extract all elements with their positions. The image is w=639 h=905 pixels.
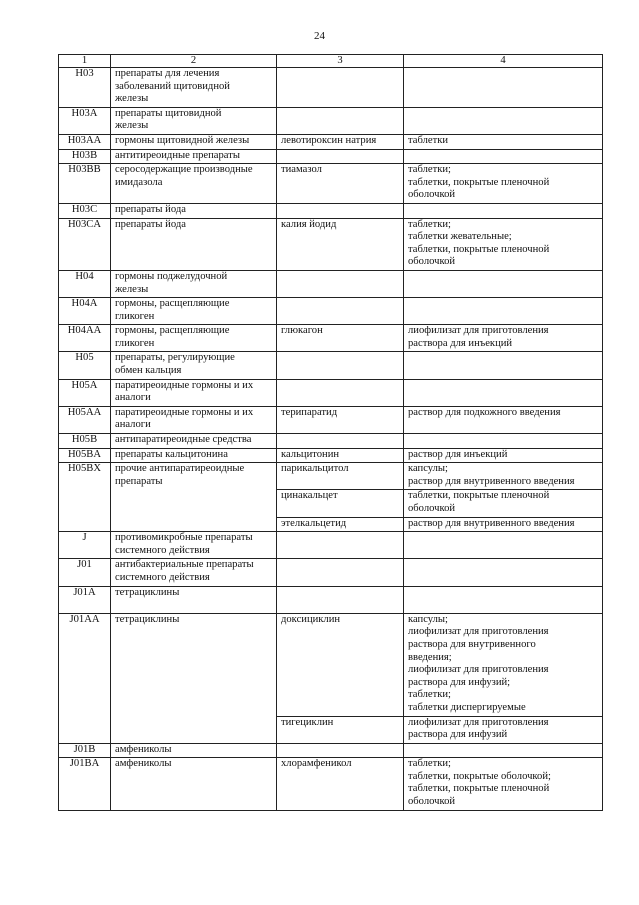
dosage-form-line: оболочкой: [408, 189, 456, 201]
drug-name-cell: [277, 716, 404, 743]
group-name-cell: [111, 218, 277, 270]
dosage-form-line: раствора для инъекций: [408, 337, 513, 349]
atc-code-cell: [59, 613, 111, 743]
table-row: [59, 586, 603, 613]
atc-code-line: H05AA: [67, 406, 102, 418]
dosage-form-cell: [404, 352, 603, 379]
table-row: [59, 298, 603, 325]
atc-code-line: H04A: [71, 298, 98, 310]
group-name-cell: [111, 298, 277, 325]
drug-name-line: терипаратид: [281, 406, 338, 418]
group-name-line: имидазола: [115, 176, 163, 188]
atc-code-line: J: [82, 532, 87, 544]
atc-code-cell: [59, 559, 111, 586]
group-name-cell: [111, 379, 277, 406]
table-row: [59, 68, 603, 108]
dosage-form-line: таблетки, покрытые пленочной: [408, 243, 550, 255]
group-name-line: паратиреоидные гормоны и их: [115, 406, 254, 418]
dosage-form-line: раствора для инфузий: [408, 729, 508, 741]
drug-name-cell: [277, 434, 404, 449]
atc-code-line: H03C: [71, 203, 98, 215]
dosage-form-cell: [404, 490, 603, 517]
drug-name-cell: [277, 758, 404, 810]
drug-name-line: этелкальцетид: [281, 517, 347, 529]
drug-name-line: парикальцитол: [281, 463, 349, 475]
dosage-form-cell: [404, 743, 603, 758]
atc-code-line: H03AA: [67, 134, 102, 146]
group-name-line: гормоны, расщепляющие: [115, 298, 230, 310]
atc-code-cell: [59, 463, 111, 532]
dosage-form-line: таблетки: [408, 134, 449, 146]
dosage-form-cell: [404, 532, 603, 559]
dosage-form-cell: [404, 218, 603, 270]
drug-name-cell: [277, 270, 404, 297]
table-row: [59, 532, 603, 559]
dosage-form-cell: [404, 716, 603, 743]
drug-name-line: левотироксин натрия: [281, 134, 377, 146]
atc-code-line: H03BB: [68, 164, 101, 176]
group-name-line: амфениколы: [115, 743, 172, 755]
group-name-line: препараты йода: [115, 218, 186, 230]
dosage-form-cell: [404, 68, 603, 108]
drug-name-cell: [277, 448, 404, 463]
group-name-line: железы: [115, 93, 149, 105]
atc-code-cell: [59, 218, 111, 270]
dosage-form-line: оболочкой: [408, 796, 456, 808]
table-row: [59, 406, 603, 433]
table-row: [59, 134, 603, 149]
group-name-line: препараты для лечения: [115, 68, 220, 79]
drug-name-line: доксициклин: [281, 613, 341, 625]
group-name-line: амфениколы: [115, 758, 172, 770]
group-name-cell: [111, 352, 277, 379]
drug-name-cell: [277, 532, 404, 559]
group-name-cell: [111, 270, 277, 297]
atc-code-line: H04: [75, 270, 94, 282]
group-name-cell: [111, 434, 277, 449]
group-name-cell: [111, 68, 277, 108]
table-row: [59, 559, 603, 586]
group-name-line: гормоны, расщепляющие: [115, 325, 230, 337]
dosage-form-cell: [404, 406, 603, 433]
group-name-line: тетрациклины: [115, 613, 180, 625]
dosage-form-cell: [404, 379, 603, 406]
dosage-form-line: лиофилизат для приготовления: [408, 664, 549, 676]
drug-name-cell: [277, 68, 404, 108]
atc-code-line: H03: [75, 68, 94, 79]
dosage-form-line: лиофилизат для приготовления: [408, 325, 549, 337]
table-row: [59, 270, 603, 297]
dosage-form-cell: [404, 586, 603, 613]
group-name-cell: [111, 149, 277, 164]
atc-code-cell: [59, 406, 111, 433]
drug-name-cell: [277, 203, 404, 218]
table-row: [59, 613, 603, 716]
drug-name-cell: [277, 352, 404, 379]
group-name-line: железы: [115, 120, 149, 132]
dosage-form-cell: [404, 758, 603, 810]
drug-name-line: цинакальцет: [281, 490, 338, 502]
drug-name-cell: [277, 218, 404, 270]
group-name-line: тетрациклины: [115, 586, 180, 598]
page-number: 24: [314, 30, 325, 42]
dosage-form-line: раствор для внутривенного введения: [408, 517, 575, 529]
dosage-form-line: таблетки;: [408, 689, 451, 701]
dosage-form-cell: [404, 559, 603, 586]
drug-name-line: хлорамфеникол: [281, 758, 352, 770]
group-name-line: прочие антипаратиреоидные: [115, 463, 245, 475]
drug-table: [58, 54, 603, 811]
atc-code-cell: [59, 149, 111, 164]
group-name-line: заболеваний щитовидной: [115, 80, 230, 92]
dosage-form-line: лиофилизат для приготовления: [408, 716, 549, 728]
dosage-form-line: таблетки, покрытые пленочной: [408, 783, 550, 795]
group-name-line: обмен кальция: [115, 365, 182, 377]
atc-code-cell: [59, 758, 111, 810]
drug-name-line: глюкагон: [281, 325, 323, 337]
atc-code-cell: [59, 270, 111, 297]
atc-code-cell: [59, 164, 111, 204]
atc-code-line: J01B: [73, 743, 96, 755]
drug-name-cell: [277, 379, 404, 406]
dosage-form-cell: [404, 434, 603, 449]
group-name-line: антипаратиреоидные средства: [115, 434, 252, 446]
group-name-cell: [111, 134, 277, 149]
table-row: [59, 218, 603, 270]
group-name-line: противомикробные препараты: [115, 532, 253, 544]
group-name-cell: [111, 325, 277, 352]
table-body: [59, 68, 603, 811]
dosage-form-line: капсулы;: [408, 613, 448, 625]
group-name-line: паратиреоидные гормоны и их: [115, 379, 254, 391]
atc-code-line: J01AA: [69, 613, 100, 625]
dosage-form-line: оболочкой: [408, 256, 456, 268]
atc-code-cell: [59, 352, 111, 379]
dosage-form-cell: [404, 517, 603, 532]
drug-name-cell: [277, 325, 404, 352]
group-name-cell: [111, 613, 277, 743]
group-name-line: гликоген: [115, 337, 155, 349]
drug-name-cell: [277, 586, 404, 613]
atc-code-cell: [59, 134, 111, 149]
dosage-form-cell: [404, 107, 603, 134]
drug-name-cell: [277, 463, 404, 490]
atc-code-line: H05BX: [68, 463, 101, 475]
group-name-line: антитиреоидные препараты: [115, 149, 240, 161]
dosage-form-cell: [404, 164, 603, 204]
dosage-form-cell: [404, 298, 603, 325]
drug-name-cell: [277, 298, 404, 325]
dosage-form-line: таблетки диспергируемые: [408, 701, 526, 713]
header-cell-col1: 1: [59, 55, 111, 68]
dosage-form-line: раствора для инфузий;: [408, 676, 511, 688]
dosage-form-cell: [404, 134, 603, 149]
group-name-line: [115, 599, 272, 612]
atc-code-cell: [59, 325, 111, 352]
atc-code-line: H03A: [71, 107, 98, 119]
table-row: [59, 758, 603, 810]
group-name-cell: [111, 203, 277, 218]
drug-name-cell: [277, 149, 404, 164]
header-cell-col2: 2: [111, 55, 277, 68]
atc-code-line: H05BA: [68, 448, 101, 460]
group-name-cell: [111, 586, 277, 613]
drug-name-line: кальцитонин: [281, 448, 340, 460]
drug-name-cell: [277, 743, 404, 758]
dosage-form-line: оболочкой: [408, 503, 456, 514]
group-name-line: аналоги: [115, 419, 151, 431]
atc-code-cell: [59, 448, 111, 463]
dosage-form-line: таблетки;: [408, 164, 451, 176]
dosage-form-line: таблетки, покрытые оболочкой;: [408, 770, 551, 782]
dosage-form-line: раствор для подкожного введения: [408, 406, 561, 418]
group-name-line: железы: [115, 283, 149, 295]
group-name-cell: [111, 559, 277, 586]
table-row: [59, 743, 603, 758]
atc-code-cell: [59, 743, 111, 758]
dosage-form-line: таблетки, покрытые пленочной: [408, 490, 550, 502]
table-row: [59, 325, 603, 352]
header-cell-col3: 3: [277, 55, 404, 68]
drug-name-cell: [277, 406, 404, 433]
group-name-line: препараты: [115, 475, 163, 487]
drug-name-line: калия йодид: [281, 218, 337, 230]
dosage-form-line: введения;: [408, 651, 452, 663]
group-name-cell: [111, 164, 277, 204]
table-row: [59, 149, 603, 164]
drug-name-cell: [277, 490, 404, 517]
header-cell-col4: 4: [404, 55, 603, 68]
table-row: [59, 448, 603, 463]
group-name-line: системного действия: [115, 571, 210, 583]
atc-code-cell: [59, 68, 111, 108]
table-row: [59, 434, 603, 449]
atc-code-line: J01BA: [69, 758, 100, 770]
dosage-form-line: лиофилизат для приготовления: [408, 626, 549, 638]
table-row: [59, 352, 603, 379]
atc-code-line: H04AA: [67, 325, 102, 337]
dosage-form-line: раствора для внутривенного: [408, 638, 536, 650]
group-name-cell: [111, 463, 277, 532]
group-name-cell: [111, 532, 277, 559]
atc-code-cell: [59, 434, 111, 449]
drug-name-cell: [277, 107, 404, 134]
drug-name-cell: [277, 613, 404, 716]
atc-code-line: H03CA: [68, 218, 101, 230]
atc-code-cell: [59, 298, 111, 325]
group-name-line: аналоги: [115, 392, 151, 404]
atc-code-cell: [59, 586, 111, 613]
atc-code-line: J01A: [73, 586, 96, 598]
atc-code-line: H05B: [71, 434, 98, 446]
table-row: [59, 379, 603, 406]
atc-code-cell: [59, 203, 111, 218]
group-name-cell: [111, 107, 277, 134]
dosage-form-line: таблетки жевательные;: [408, 231, 512, 243]
group-name-cell: [111, 406, 277, 433]
group-name-line: препараты йода: [115, 203, 186, 215]
dosage-form-line: таблетки, покрытые пленочной: [408, 176, 550, 188]
dosage-form-line: раствор для внутривенного введения: [408, 475, 575, 487]
dosage-form-cell: [404, 203, 603, 218]
atc-code-cell: [59, 107, 111, 134]
table-row: [59, 107, 603, 134]
dosage-form-cell: [404, 463, 603, 490]
table-header-row: [59, 55, 603, 68]
group-name-line: антибактериальные препараты: [115, 559, 254, 571]
group-name-cell: [111, 448, 277, 463]
drug-name-cell: [277, 559, 404, 586]
table-row: [59, 203, 603, 218]
group-name-line: гормоны поджелудочной: [115, 270, 228, 282]
drug-name-cell: [277, 164, 404, 204]
dosage-form-cell: [404, 270, 603, 297]
dosage-form-line: раствор для инъекций: [408, 448, 508, 460]
group-name-cell: [111, 758, 277, 810]
atc-code-line: H05A: [71, 379, 98, 391]
group-name-line: гормоны щитовидной железы: [115, 134, 250, 146]
drug-name-cell: [277, 517, 404, 532]
dosage-form-cell: [404, 325, 603, 352]
dosage-form-cell: [404, 448, 603, 463]
dosage-form-cell: [404, 613, 603, 716]
drug-name-cell: [277, 134, 404, 149]
group-name-line: препараты, регулирующие: [115, 352, 235, 364]
drug-name-line: тиамазол: [281, 164, 322, 176]
group-name-line: системного действия: [115, 544, 210, 556]
drug-name-line: тигециклин: [281, 716, 334, 728]
dosage-form-line: таблетки;: [408, 758, 451, 770]
group-name-line: препараты щитовидной: [115, 107, 222, 119]
dosage-form-line: капсулы;: [408, 463, 448, 475]
atc-code-line: H03B: [71, 149, 98, 161]
atc-code-cell: [59, 532, 111, 559]
group-name-line: препараты кальцитонина: [115, 448, 228, 460]
group-name-line: гликоген: [115, 310, 155, 322]
dosage-form-line: таблетки;: [408, 218, 451, 230]
atc-code-cell: [59, 379, 111, 406]
dosage-form-cell: [404, 149, 603, 164]
atc-code-line: J01: [77, 559, 92, 571]
table-row: [59, 463, 603, 490]
group-name-cell: [111, 743, 277, 758]
group-name-line: серосодержащие производные: [115, 164, 253, 176]
atc-code-line: H05: [75, 352, 94, 364]
table-row: [59, 164, 603, 204]
